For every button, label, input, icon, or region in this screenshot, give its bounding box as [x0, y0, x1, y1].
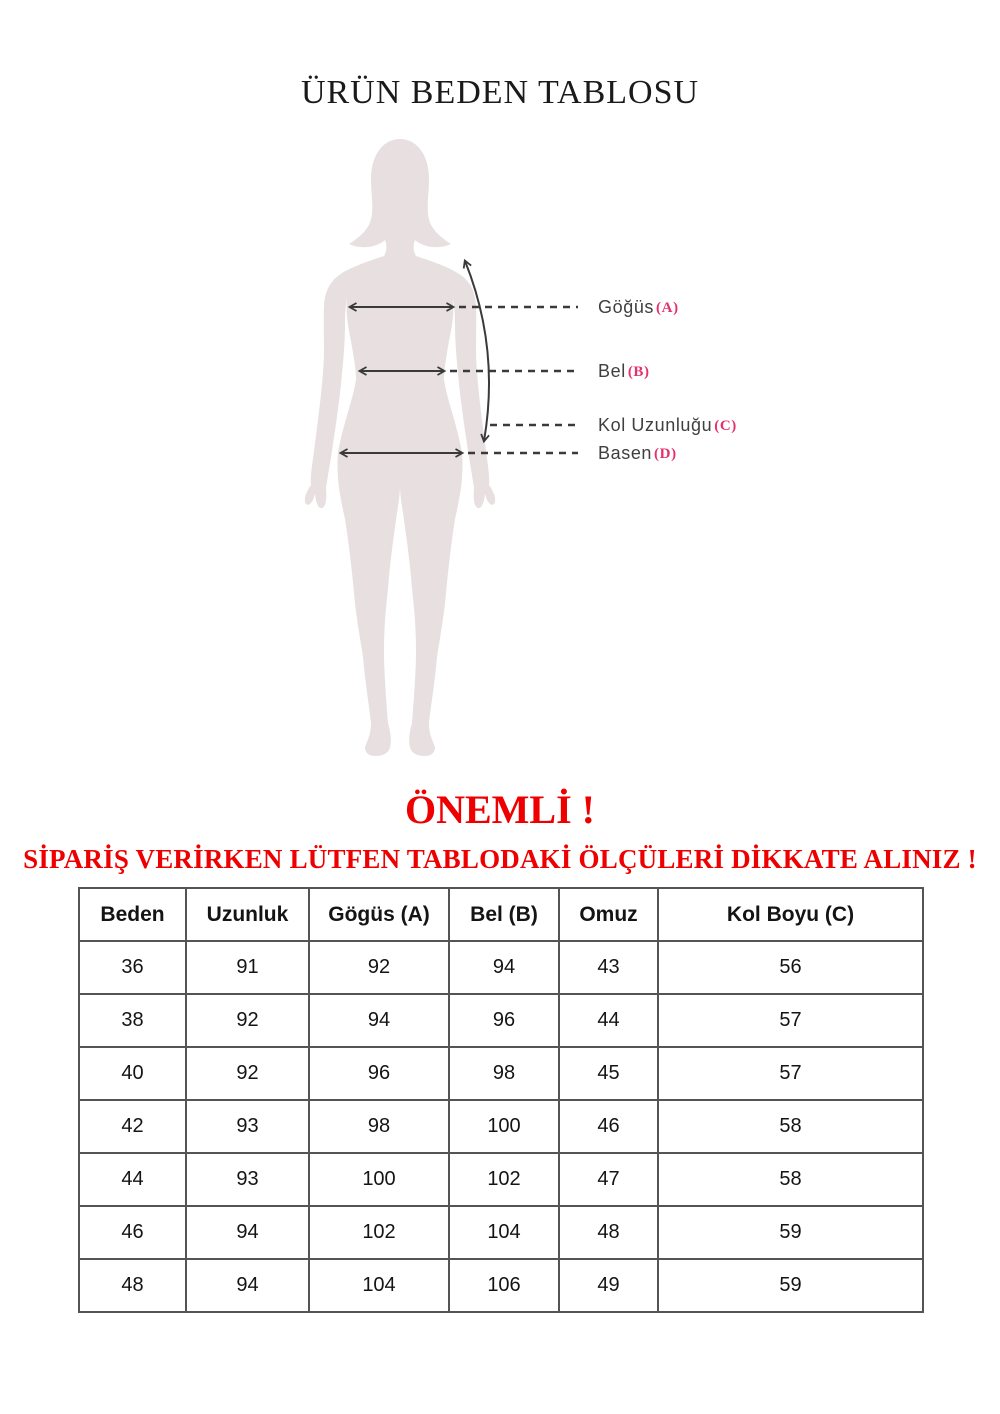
table-cell: 96	[309, 1047, 449, 1100]
label-hip	[598, 442, 677, 464]
measurement-arrows	[0, 130, 1000, 780]
table-cell: 92	[186, 1047, 309, 1100]
column-header: Beden	[79, 888, 186, 941]
table-cell: 104	[449, 1206, 559, 1259]
table-cell: 106	[449, 1259, 559, 1312]
table-cell: 40	[79, 1047, 186, 1100]
label-hip-text: Basen	[598, 443, 653, 463]
column-header: Uzunluk	[186, 888, 309, 941]
table-cell: 96	[449, 994, 559, 1047]
table-cell: 56	[658, 941, 923, 994]
size-table	[78, 887, 924, 1313]
table-cell: 57	[658, 1047, 923, 1100]
table-cell: 102	[449, 1153, 559, 1206]
table-row	[79, 1100, 923, 1153]
table-cell: 45	[559, 1047, 658, 1100]
table-cell: 94	[186, 1259, 309, 1312]
column-header: Kol Boyu (C)	[658, 888, 923, 941]
table-cell: 59	[658, 1259, 923, 1312]
table-row	[79, 1047, 923, 1100]
column-header: Omuz	[559, 888, 658, 941]
table-cell: 94	[309, 994, 449, 1047]
table-cell: 57	[658, 994, 923, 1047]
page-title: ÜRÜN BEDEN TABLOSU	[300, 74, 700, 111]
table-cell: 104	[309, 1259, 449, 1312]
table-cell: 93	[186, 1153, 309, 1206]
table-cell: 42	[79, 1100, 186, 1153]
table-cell: 92	[309, 941, 449, 994]
table-cell: 48	[79, 1259, 186, 1312]
table-cell: 93	[186, 1100, 309, 1153]
label-waist-text: Bel	[598, 361, 626, 381]
table-cell: 47	[559, 1153, 658, 1206]
table-cell: 44	[559, 994, 658, 1047]
table-row	[79, 1259, 923, 1312]
table-cell: 58	[658, 1153, 923, 1206]
label-arm-length-key: (C)	[714, 418, 737, 434]
important-heading: ÖNEMLİ !	[405, 787, 595, 832]
column-header: Bel (B)	[449, 888, 559, 941]
table-cell: 100	[449, 1100, 559, 1153]
table-cell: 44	[79, 1153, 186, 1206]
table-cell: 48	[559, 1206, 658, 1259]
important-subheading: SİPARİŞ VERİRKEN LÜTFEN TABLODAKİ ÖLÇÜLERİ DİKKATE ALINIZ !	[23, 844, 977, 874]
label-waist	[598, 360, 650, 382]
table-cell: 94	[449, 941, 559, 994]
table-cell: 102	[309, 1206, 449, 1259]
table-cell: 98	[309, 1100, 449, 1153]
table-cell: 49	[559, 1259, 658, 1312]
table-cell: 38	[79, 994, 186, 1047]
table-cell: 46	[559, 1100, 658, 1153]
table-cell: 100	[309, 1153, 449, 1206]
table-row	[79, 1206, 923, 1259]
table-row	[79, 941, 923, 994]
label-chest-text: Göğüs	[598, 297, 655, 317]
label-arm-length-text: Kol Uzunluğu	[598, 415, 713, 435]
table-row	[79, 1153, 923, 1206]
table-cell: 59	[658, 1206, 923, 1259]
table-cell: 98	[449, 1047, 559, 1100]
label-waist-key: (B)	[627, 364, 650, 380]
size-table-head-row	[79, 888, 923, 941]
label-chest-key: (A)	[656, 300, 679, 316]
table-cell: 36	[79, 941, 186, 994]
table-cell: 43	[559, 941, 658, 994]
measurement-diagram	[0, 130, 1000, 780]
label-hip-key: (D)	[654, 446, 677, 462]
table-row	[79, 994, 923, 1047]
table-cell: 58	[658, 1100, 923, 1153]
size-table-body	[79, 941, 923, 1312]
table-cell: 92	[186, 994, 309, 1047]
arm-length-arrow	[465, 261, 489, 441]
column-header: Gögüs (A)	[309, 888, 449, 941]
label-arm-length	[598, 414, 737, 436]
table-cell: 91	[186, 941, 309, 994]
table-cell: 94	[186, 1206, 309, 1259]
label-chest	[598, 296, 679, 318]
table-cell: 46	[79, 1206, 186, 1259]
